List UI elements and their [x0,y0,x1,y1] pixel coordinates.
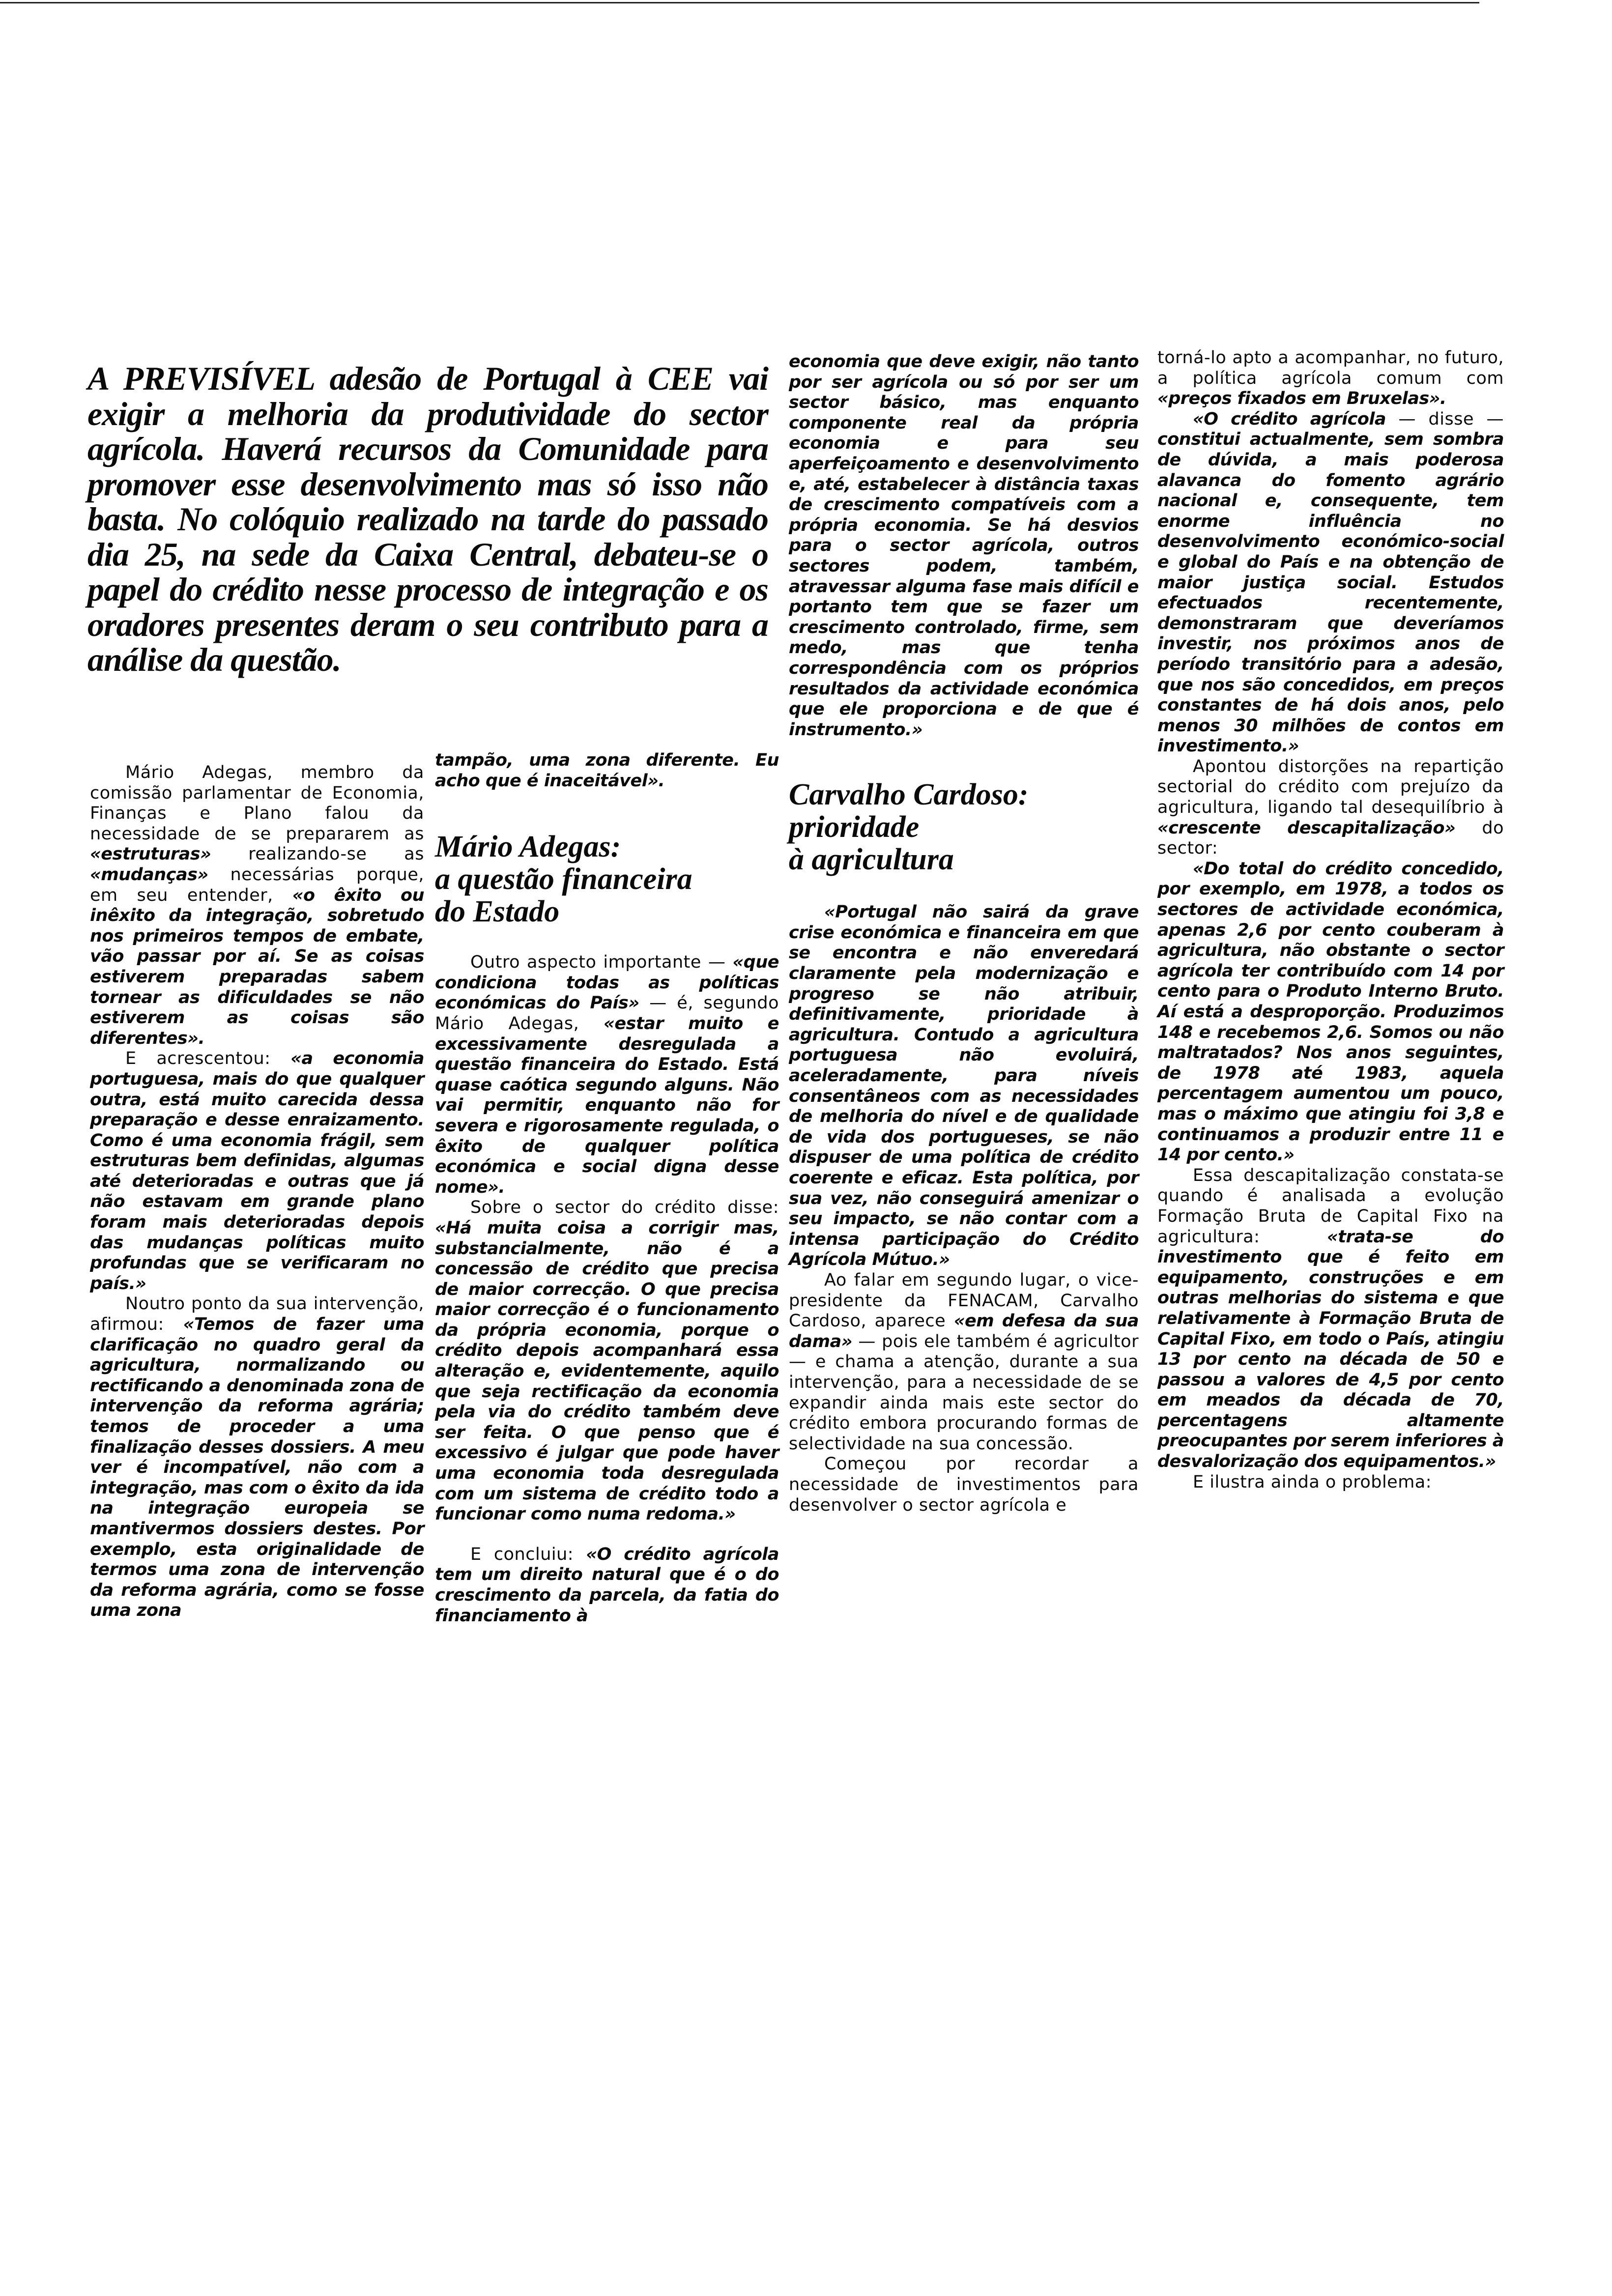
quoted-text: «Do total do crédito concedido, por exemplo, em 1978, a todos os sectores de actividade económica, apenas 2,6 por cento couberam à agricultura, não obstante o sector agrícola ter contribuído com 14 por cento para o Produto Interno Bruto. Aí está a desproporção. Produzimos 148 e recebemos 2,6. Somos ou não maltratados? Nos anos seguintes, de 1978 até 1983, aquela percentagem aumentou um pouco, mas o máximo que atingiu foi 3,8 e continuamos a produzir entre 11 e 14 por cento.» [1157,859,1504,1165]
body-text: Mário Adegas, membro da comissão parlamentar de Economia, Finanças e Plano falou da necessidade de se prepararem as [90,763,424,844]
quoted-text: economia que deve exigir, não tanto por ser agrícola ou só por ser um sector básico, mas enquanto componente real da própria economia e para seu aperfeiçoamento e desenvolvimento e, até, estabelecer à distância taxas de crescimento compatíveis com a própria economia. Se há desvios para o sector agrícola, outros sectores podem, também, atravessar alguma fase mais difícil e portanto tem que se fazer um crescimento controlado, firme, sem medo, mas que tenha correspondência com os próprios resultados da actividade económica que ele proporciona e de que é instrumento.» [789,352,1139,740]
body-text: Sobre o sector do crédito disse: [470,1198,779,1218]
quoted-text: «em defesa da sua dama» [789,1311,1139,1351]
paragraph [435,952,779,1198]
body-text: — pois ele também é agricultor — e chama a atenção, durante a sua intervenção, para a necessidade de se expandir ainda mais este sector do crédito embora procurando formas de selectividade na sua concessão. [789,1331,1139,1454]
body-text: realizando-se as [211,844,424,864]
quoted-text: «Há muita coisa a corrigir mas, substancialmente, não é a concessão de crédito que precisa de maior correcção. O que precisa maior correcção é o funcionamento da própria economia, porque o crédito depois acompanhará essa alteração e, evidentemente, aquilo que seja rectificação da economia pela via do crédito também deve ser feita. O que penso que é excessivo é julgar que pode haver uma economia toda desregulada com um sistema de crédito todo a funcionar como numa redoma.» [435,1218,779,1524]
quoted-text: «trata-se do investimento que é feito em equipamento, construções e em outras melhorias do sistema e que relativamente à Formação Bruta de Capital Fixo, em todo o País, atingiu 13 por cento na década de 50 e passou a valores de 4,5 por cento em meados da década de 70, percentagens altamente preocupantes por serem inferiores à desvalorização dos equipamentos.» [1157,1227,1504,1472]
quoted-text: «estruturas» [90,844,211,864]
body-text: E ilustra ainda o problema: [1193,1472,1432,1492]
paragraph [435,1545,779,1626]
paragraph [1157,859,1504,1166]
subheading-carvalho-cardoso [789,778,1139,876]
paragraph [789,352,1139,740]
subheading-mario-adegas [435,831,779,928]
quoted-text: «Temos de fazer uma clarificação no quadro geral da agricultura, normalizando ou rectificando a denominada zona de intervenção da reforma agrária; temos de proceder a uma finalização desses dossiers. A meu ver é incompatível, não com a integração, mas com o êxito da ida na integração europeia se mantivermos dossiers destes. Por exemplo, esta originalidade de termos uma zona de intervenção da reforma agrária, como se fosse uma zona [90,1315,424,1621]
body-text: E concluiu: [470,1544,586,1564]
paragraph [1157,409,1504,757]
paragraph [90,1049,424,1294]
quoted-text: tampão, uma zona diferente. Eu acho que é inaceitável». [435,750,779,791]
quoted-text: «mudanças» [90,864,208,885]
body-text: Outro aspecto importante — [470,952,733,973]
quoted-text: «crescente descapitalização» [1157,818,1456,838]
paragraph [435,1198,779,1525]
quoted-text: «o êxito ou inêxito da integração, sobretudo nos primeiros tempos de embate, vão passar por aí. Se as coisas estiverem preparadas sabem tornear as dificuldades se não estiverem as coisas são diferentes». [90,885,424,1048]
body-text: do sector: [1157,818,1504,859]
body-text: — disse — [1386,409,1504,429]
column-3 [789,352,1139,1516]
paragraph [90,1294,424,1621]
paragraph [435,750,779,791]
subheading-line: a questão financeira [435,862,692,896]
quoted-text: «O crédito agrícola tem um direito natural que é o do crescimento da parcela, da fatia do financiamento à [435,1544,779,1626]
column-2 [435,750,779,1626]
subheading-line: prioridade [789,810,920,844]
body-text: Essa descapitalização constata-se quando é analisada a evolução Formação Bruta de Capital Fixo na agricultura: [1157,1165,1504,1247]
quoted-text: «a economia portuguesa, mais do que qualquer outra, está muito carecida dessa preparação e desse enraizamento. Como é uma economia frágil, sem estruturas bem definidas, algumas até deterioradas e outras que já não estavam em grande plano foram mais deterioradas depois das mudanças políticas muito profundas que se verificaram no país.» [90,1049,424,1293]
paragraph [90,763,424,1049]
subheading-line: Carvalho Cardoso: [789,778,1029,812]
quoted-text: «O crédito agrícola [1193,409,1386,429]
quoted-text: «estar muito e excessivamente desregulada a questão financeira do Estado. Está quase caótica segundo alguns. Não vai permitir, enquanto não for severa e rigorosamente regulada, o êxito de qualquer política económica e social digna desse nome». [435,1013,779,1197]
article-lead: A PREVISÍVEL adesão de Portugal à CEE vai exigir a melhoria da produtividade do sector agrícola. Haverá recursos da Comunidade para promover esse desenvolvimento mas só isso não basta. No colóquio realizado na tarde do passado dia 25, na sede da Caixa Central, debateu-se o papel do crédito nesse processo de integração e os oradores presentes deram o seu contributo para a análise da questão. [87,360,768,678]
body-text: E acrescentou: [125,1049,291,1069]
subheading-line: Mário Adegas: [435,830,621,864]
paragraph [1157,757,1504,859]
quoted-text: constitui actualmente, sem sombra de dúvida, a mais poderosa alavanca do fomento agrário nacional e, consequente, tem enorme influência no desenvolvimento económico-social e global do País e na obtenção de maior justiça social. Estudos efectuados recentemente, demonstraram que deveríamos investir, nos próximos anos de período transitório para a adesão, que nos são concedidos, em preços constantes de há dois anos, pelo menos 30 milhões de contos em investimento.» [1157,430,1504,756]
body-text: necessárias porque, em seu entender, [90,864,424,905]
subheading-line: do Estado [435,895,560,929]
paragraph [1157,348,1504,409]
quoted-text: «que condiciona todas as políticas económicas do País» [435,952,779,1013]
body-text: Noutro ponto da sua intervenção, afirmou: [90,1294,424,1335]
paragraph [1157,1472,1504,1493]
body-text: Apontou distorções na repartição sectorial do crédito com prejuízo da agricultura, ligando tal desequilíbrio à [1157,756,1504,818]
subheading-line: à agricultura [789,843,954,877]
body-text: Ao falar em segundo lugar, o vice-presidente da FENACAM, Carvalho Cardoso, aparece [789,1270,1139,1331]
paragraph [789,1270,1139,1454]
paragraph [789,1454,1139,1516]
body-text: torná-lo apto a acompanhar, no futuro, a política agrícola comum com [1157,348,1504,388]
quoted-text: «Portugal não sairá da grave crise económica e financeira em que se encontra e não enveredará claramente pela modernização e progreso se não atribuir, definitivamente, prioridade à agricultura. Contudo a agricultura portuguesa não evoluirá, aceleradamente, para níveis consentâneos com as necessidades de melhoria do nível e de qualidade de vida dos portugueses, se não dispuser de uma política de crédito coerente e eficaz. Esta política, por sua vez, não conseguirá amenizar o seu impacto, se não contar com a intensa participação do Crédito Agrícola Mútuo.» [789,902,1139,1270]
paragraph [1157,1166,1504,1472]
column-1 [90,763,424,1621]
top-rule [0,2,1479,3]
body-text: Começou por recordar a necessidade de investimentos para desenvolver o sector agrícola e [789,1454,1139,1515]
paragraph [789,902,1139,1270]
body-text: — é, segundo Mário Adegas, [435,993,779,1033]
quoted-text: «preços fixados em Bruxelas». [1157,389,1446,409]
column-4 [1157,348,1504,1492]
